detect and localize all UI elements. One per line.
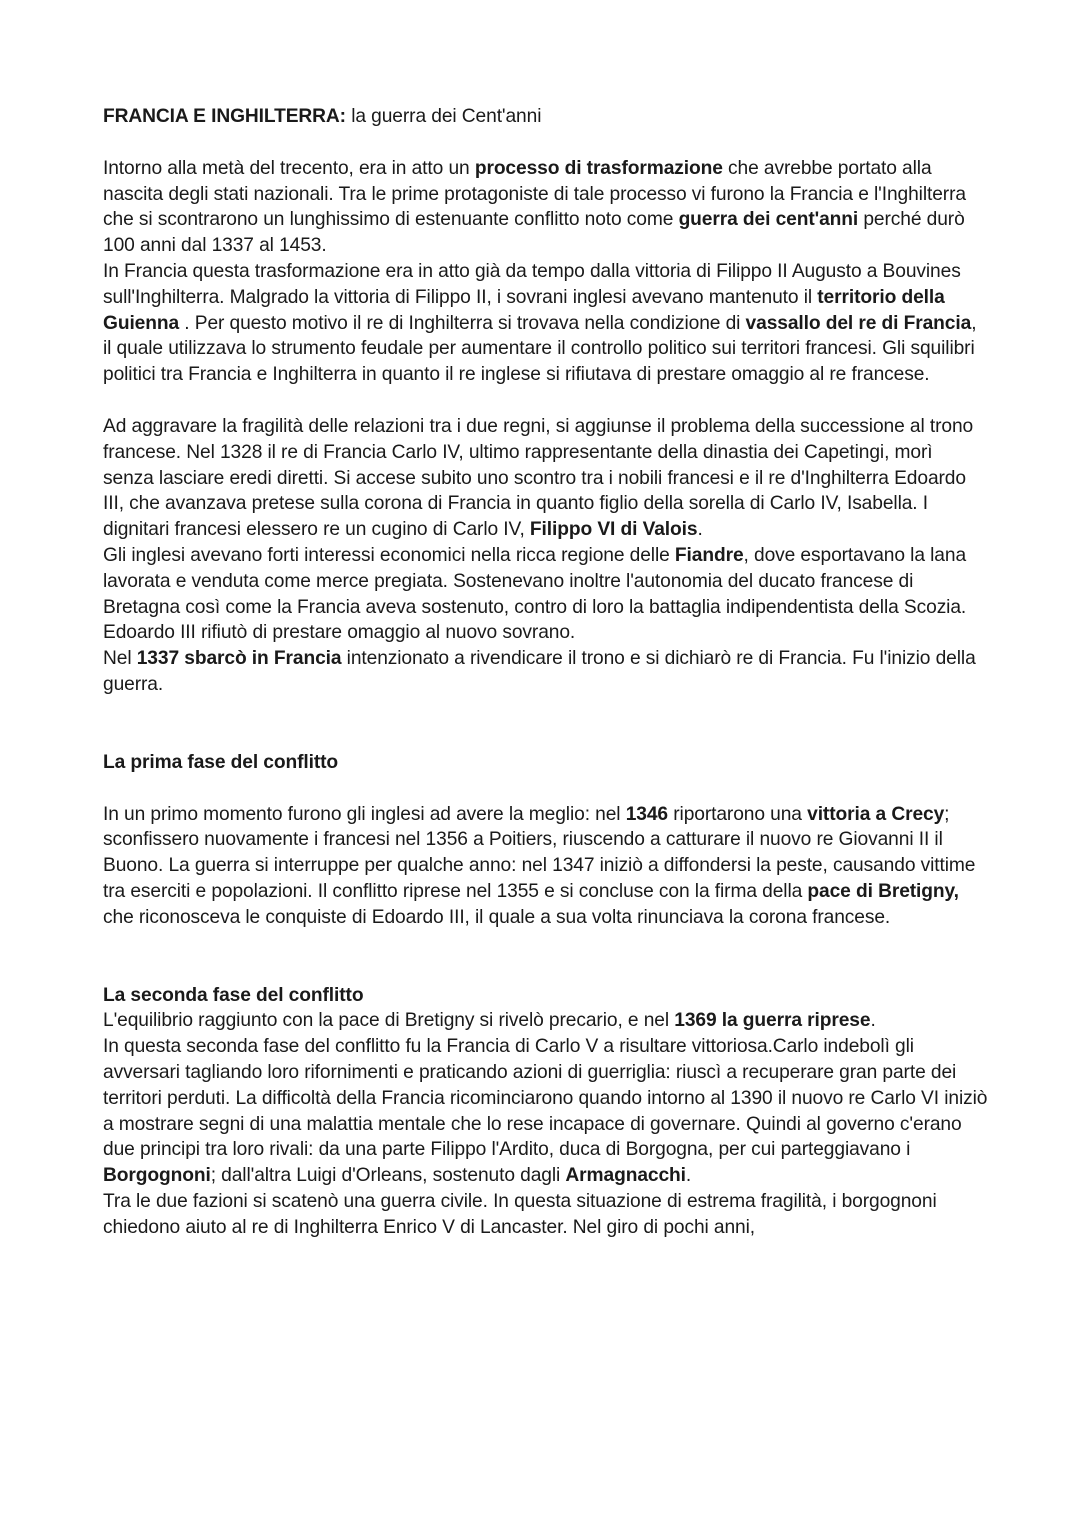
spacer xyxy=(103,388,988,414)
spacer xyxy=(103,698,988,750)
text-run: riportarono una xyxy=(668,803,808,825)
first-phase-paragraph xyxy=(103,802,988,931)
bold-text: processo di trasformazione xyxy=(474,157,723,179)
text-run: che riconosceva le conquiste di Edoardo III, il quale a sua volta rinunciava la corona francese. xyxy=(103,906,891,928)
text-run: Intorno alla metà del trecento, era in atto un xyxy=(103,157,475,179)
text-run: che avrebbe portato alla nascita degli stati nazionali. Tra le prime protagoniste di tale processo vi furono la Francia e l'Inghilterra che si scontrarono un lunghissimo di estenuante conflitto noto come xyxy=(103,157,966,231)
text-run: , il quale utilizzava lo strumento feudale per aumentare il controllo politico sui territori francesi. Gli squilibri politici tra Francia e Inghilterra in quanto il re inglese si rifiutava di prestare omaggio al re francese. xyxy=(103,312,977,386)
text-run: Ad aggravare la fragilità delle relazioni tra i due regni, si aggiunse il problema della successione al trono francese. Nel 1328 il re di Francia Carlo IV, ultimo rappresentante della dinastia dei Capetingi, morì senza lasciare eredi diretti. Si accese subito uno scontro tra i nobili francesi e il re d'Inghilterra Edoardo III, che avanzava pretese sulla corona di Francia in quanto figlio della sorella di Carlo IV, Isabella. I dignitari francesi elessero re un cugino di Carlo IV, xyxy=(103,415,974,541)
text-run: . xyxy=(697,519,703,541)
succession-paragraph-2 xyxy=(103,543,988,646)
bold-text: Filippo VI di Valois xyxy=(529,519,698,541)
bold-text: vassallo del re di Francia xyxy=(745,312,972,334)
text-run: In questa seconda fase del conflitto fu la Francia di Carlo V a risultare vittoriosa.Carlo indebolì gli avversari tagliando loro rifornimenti e praticando azioni di guerriglia: riuscì a recuperare gran parte dei territori perduti. La difficoltà della Francia ricominciarono quando intorno al 1390 il nuovo re Carlo VI iniziò a mostrare segni di una malattia mentale che lo rese incapace di governare. Quindi al governo c'erano due principi tra loro rivali: da una parte Filippo l'Ardito, duca di Borgogna, per cui parteggiavano i xyxy=(103,1036,988,1161)
bold-text: 1337 sbarcò in Francia xyxy=(136,648,342,670)
second-phase-paragraph-2 xyxy=(103,1034,988,1189)
intro-paragraph-1 xyxy=(103,156,988,259)
bold-text: guerra dei cent'anni xyxy=(678,209,859,231)
bold-text: Armagnacchi xyxy=(565,1165,686,1187)
text-run: Nel xyxy=(103,648,137,670)
bold-text: pace di Bretigny, xyxy=(807,880,959,902)
text-run: . xyxy=(685,1165,692,1187)
text-run: L'equilibrio raggiunto con la pace di Bretigny si rivelò precario, e nel xyxy=(103,1010,675,1032)
title-bold: FRANCIA E INGHILTERRA: xyxy=(103,106,346,127)
text-run: In un primo momento furono gli inglesi ad avere la meglio: nel xyxy=(103,803,626,825)
bold-text: Fiandre xyxy=(674,544,744,566)
text-run: In Francia questa trasformazione era in atto già da tempo dalla vittoria di Filippo II Augusto a Bouvines sull'Inghilterra. Malgrado la vittoria di Filippo II, i sovrani inglesi avevano mantenuto il xyxy=(103,260,961,308)
bold-text: 1369 la guerra riprese xyxy=(674,1010,871,1032)
bold-text: vittoria a Crecy xyxy=(807,803,945,825)
spacer xyxy=(103,776,988,802)
spacer xyxy=(103,931,988,983)
text-run: , dove esportavano la lana lavorata e venduta come merce pregiata. Sostenevano inoltre l'autonomia del ducato francese di Bretagna così come la Francia aveva sostenuto, contro di loro la battaglia indipendentista della Scozia. Edoardo III rifiutò di prestare omaggio al nuovo sovrano. xyxy=(103,544,967,644)
bold-text: territorio della Guienna xyxy=(103,286,945,334)
first-phase-heading: La prima fase del conflitto xyxy=(103,751,339,773)
second-phase-paragraph-3 xyxy=(103,1189,988,1241)
text-run: ; dall'altra Luigi d'Orleans, sostenuto dagli xyxy=(210,1165,566,1187)
text-run: Gli inglesi avevano forti interessi economici nella ricca regione delle xyxy=(103,544,675,566)
second-phase-paragraph-1 xyxy=(103,1008,988,1034)
text-run: perché durò 100 anni dal 1337 al 1453. xyxy=(103,209,965,257)
text-run: intenzionato a rivendicare il trono e si dichiarò re di Francia. Fu l'inizio della guerra. xyxy=(103,648,976,695)
intro-paragraph-2 xyxy=(103,259,988,388)
title-rest: la guerra dei Cent'anni xyxy=(345,106,542,127)
second-phase-heading: La seconda fase del conflitto xyxy=(103,984,364,1006)
bold-text: 1346 xyxy=(625,803,669,825)
text-run: . xyxy=(870,1010,876,1032)
document-page xyxy=(103,104,988,1240)
text-run: Tra le due fazioni si scatenò una guerra civile. In questa situazione di estrema fragilità, i borgognoni chiedono aiuto al re di Inghilterra Enrico V di Lancaster. Nel giro di pochi anni, xyxy=(103,1190,937,1238)
succession-paragraph-3 xyxy=(103,646,988,698)
bold-text: Borgognoni xyxy=(103,1165,211,1187)
document-title xyxy=(103,104,988,130)
text-run: . Per questo motivo il re di Inghilterra si trovava nella condizione di xyxy=(179,312,746,334)
text-run: ; sconfissero nuovamente i francesi nel 1356 a Poitiers, riuscendo a catturare il nuovo re Giovanni II il Buono. La guerra si interruppe per qualche anno: nel 1347 iniziò a diffondersi la peste, causando vittime tra eserciti e popolazioni. Il conflitto riprese nel 1355 e si concluse con la firma della xyxy=(103,803,976,902)
succession-paragraph-1 xyxy=(103,414,988,543)
